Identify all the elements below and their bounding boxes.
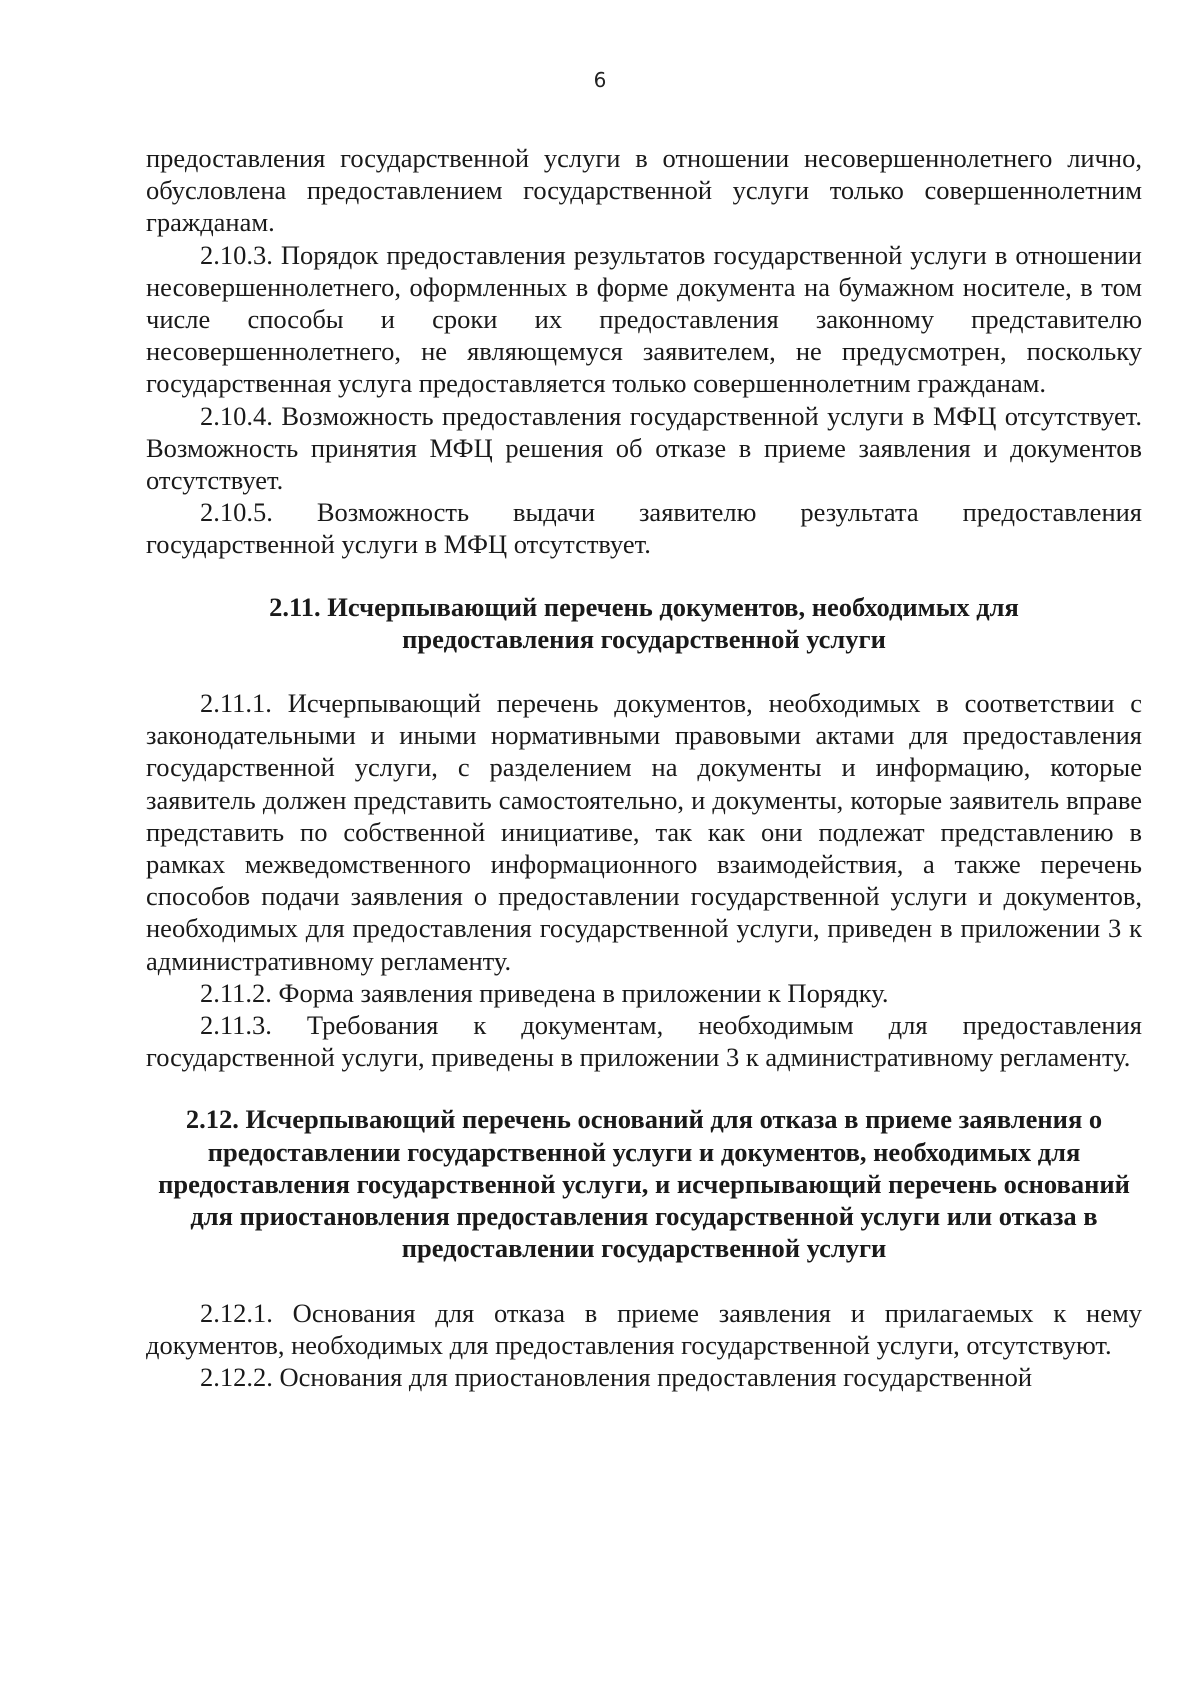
paragraph-2-10-3: 2.10.3. Порядок предоставления результатов государственной услуги в отношении несовершеннолетнего, оформленных в форме документа на бумажном носителе, в том числе способы и сроки их предоставления законному представителю несовершеннолетнего, не являющемуся заявителем, не предусмотрен, поскольку государственная услуга предоставляется только совершеннолетним гражданам. [146, 239, 1142, 399]
section-heading-2-11: 2.11. Исчерпывающий перечень документов, необходимых для предоставления государственной услуги [269, 591, 1019, 654]
paragraph-2-10-5: 2.10.5. Возможность выдачи заявителю результата предоставления государственной услуги в МФЦ отсутствует. [146, 497, 1142, 560]
paragraph-2-12-2: 2.12.2. Основания для приостановления предоставления государственной [200, 1361, 1033, 1392]
paragraph-2-11-2: 2.11.2. Форма заявления приведена в приложении к Порядку. [200, 977, 889, 1008]
section-heading-2-12: 2.12. Исчерпывающий перечень оснований для отказа в приеме заявления о предоставлении государственной услуги и документов, необходимых для предоставления государственной услуги, и исчерпывающий перечень оснований для приостановления предоставления государственной услуги или отказа в предоставлении государственной услуги [158, 1104, 1130, 1264]
paragraph-continuation: предоставления государственной услуги в отношении несовершеннолетнего лично, обусловлена предоставлением государственной услуги только совершеннолетним гражданам. [146, 143, 1142, 238]
paragraph-2-12-1: 2.12.1. Основания для отказа в приеме заявления и прилагаемых к нему документов, необходимых для предоставления государственной услуги, отсутствуют. [146, 1297, 1142, 1360]
paragraph-2-11-1: 2.11.1. Исчерпывающий перечень документов, необходимых в соответствии с законодательными и иными нормативными правовыми актами для предоставления государственной услуги, с разделением на документы и информацию, которые заявитель должен представить самостоятельно, и документы, которые заявитель вправе представить по собственной инициативе, так как они подлежат представлению в рамках межведомственного информационного взаимодействия, а также перечень способов подачи заявления о предоставлении государственной услуги и документов, необходимых для предоставления государственной услуги, приведен в приложении 3 к административному регламенту. [146, 688, 1142, 976]
paragraph-2-11-3: 2.11.3. Требования к документам, необходимым для предоставления государственной услуги, приведены в приложении 3 к административному регламенту. [146, 1010, 1142, 1073]
page-number: 6 [593, 68, 607, 92]
document-body [146, 142, 1142, 1393]
paragraph-2-10-4: 2.10.4. Возможность предоставления государственной услуги в МФЦ отсутствует. Возможность принятия МФЦ решения об отказе в приеме заявления и документов отсутствует. [146, 400, 1142, 496]
